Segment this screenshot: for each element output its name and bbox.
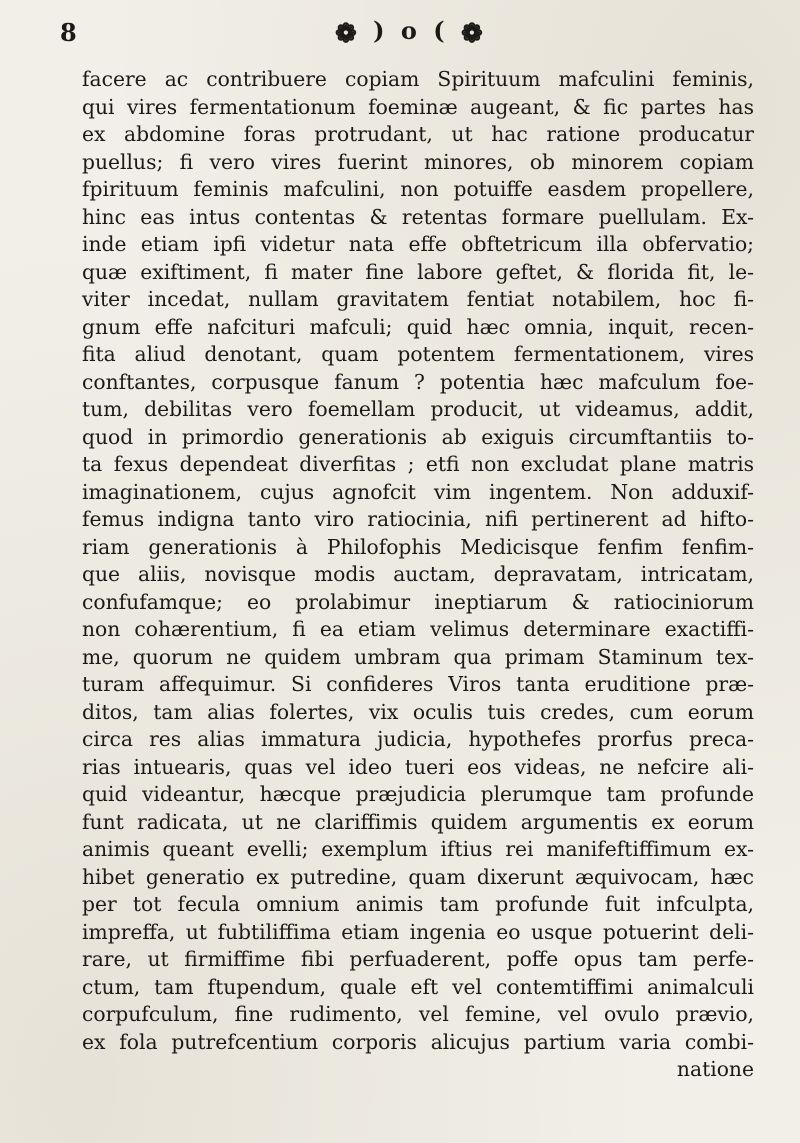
text-line: conftantes, corpusque fanum ? potentia hæc mafculum foe- [82, 369, 754, 394]
text-line: rias intuearis, quas vel ideo tueri eos videas, ne nefcire ali- [82, 754, 754, 779]
text-line: ta fexus dependeat diverfitas ; etfi non excludat plane matris [82, 452, 754, 476]
text-line: imaginationem, cujus agnofcit vim ingentem. Non adduxif- [82, 479, 754, 504]
text-line: turam affequimur. Si confideres Viros tanta eruditione præ- [82, 672, 754, 696]
text-line: ditos, tam alias folertes, vix oculis tuis credes, cum eorum [82, 699, 754, 724]
text-line: ex abdomine foras protrudant, ut hac ratione producatur [82, 122, 754, 146]
text-line: fita aliud denotant, quam potentem fermentationem, vires [82, 342, 754, 366]
text-line: inde etiam ipfi videtur nata effe obftetricum illa obfervatio; [82, 232, 754, 256]
running-head [335, 16, 487, 49]
text-line: non cohærentium, fi ea etiam velimus determinare exactiffi- [82, 617, 754, 641]
running-head-text: ) o ( [373, 16, 449, 45]
text-line: facere ac contribuere copiam Spirituum mafculini feminis, [82, 67, 754, 91]
page-header [60, 14, 740, 54]
text-line: puellus; fi vero vires fuerint minores, ob minorem copiam [82, 149, 754, 174]
page-number: 8 [60, 18, 77, 47]
text-line: hibet generatio ex putredine, quam dixerunt æquivocam, hæc [82, 864, 754, 889]
text-line: quod in primordio generationis ab exiguis circumftantiis to- [82, 424, 754, 449]
text-line: ex fola putrefcentium corporis alicujus partium varia combi- [82, 1029, 754, 1054]
fleuron-icon: ❁ [460, 19, 487, 49]
text-line: que aliis, novisque modis auctam, depravatam, intricatam, [82, 562, 754, 586]
text-line: me, quorum ne quidem umbram qua primam Staminum tex- [82, 644, 754, 669]
text-line: impreffa, ut fubtiliffima etiam ingenia eo usque potuerint deli- [82, 919, 754, 944]
text-line: funt radicata, ut ne clariffimis quidem argumentis ex eorum [82, 809, 754, 834]
text-line: femus indigna tanto viro ratiocinia, nifi pertinerent ad hifto- [82, 507, 754, 531]
text-line: per tot fecula omnium animis tam profunde fuit infculpta, [82, 892, 754, 916]
text-line: confufamque; eo prolabimur ineptiarum & ratiociniorum [82, 589, 754, 614]
body-text [82, 66, 754, 1084]
text-line: animis queant evelli; exemplum iftius rei manifeftiffimum ex- [82, 837, 754, 861]
text-line: hinc eas intus contentas & retentas formare puellulam. Ex- [82, 204, 754, 229]
text-line: ctum, tam ftupendum, quale eft vel contemtiffimi animalculi [82, 974, 754, 999]
text-line: tum, debilitas vero foemellam producit, ut videamus, addit, [82, 397, 754, 421]
text-line: quid videantur, hæcque præjudicia plerumque tam profunde [82, 782, 754, 806]
text-line: riam generationis à Philofophis Medicisque fenfim fenfim- [82, 534, 754, 559]
text-line: gnum effe nafcituri mafculi; quid hæc omnia, inquit, recen- [82, 314, 754, 339]
text-line: circa res alias immatura judicia, hypothefes prorfus preca- [82, 727, 754, 751]
text-line: rare, ut firmiffime fibi perfuaderent, poffe opus tam perfe- [82, 947, 754, 971]
text-line: fpirituum feminis mafculini, non potuiffe easdem propellere, [82, 177, 754, 201]
text-line: quæ exiftiment, fi mater fine labore geftet, & florida fit, le- [82, 259, 754, 284]
fleuron-icon: ❁ [335, 19, 361, 49]
text-line: qui vires fermentationum foeminæ augeant, & fic partes has [82, 94, 754, 119]
text-line: viter incedat, nullam gravitatem fentiat notabilem, hoc fi- [82, 287, 754, 311]
text-line: natione [676, 1057, 754, 1081]
text-line: corpufculum, fine rudimento, vel femine, vel ovulo prævio, [82, 1002, 754, 1026]
